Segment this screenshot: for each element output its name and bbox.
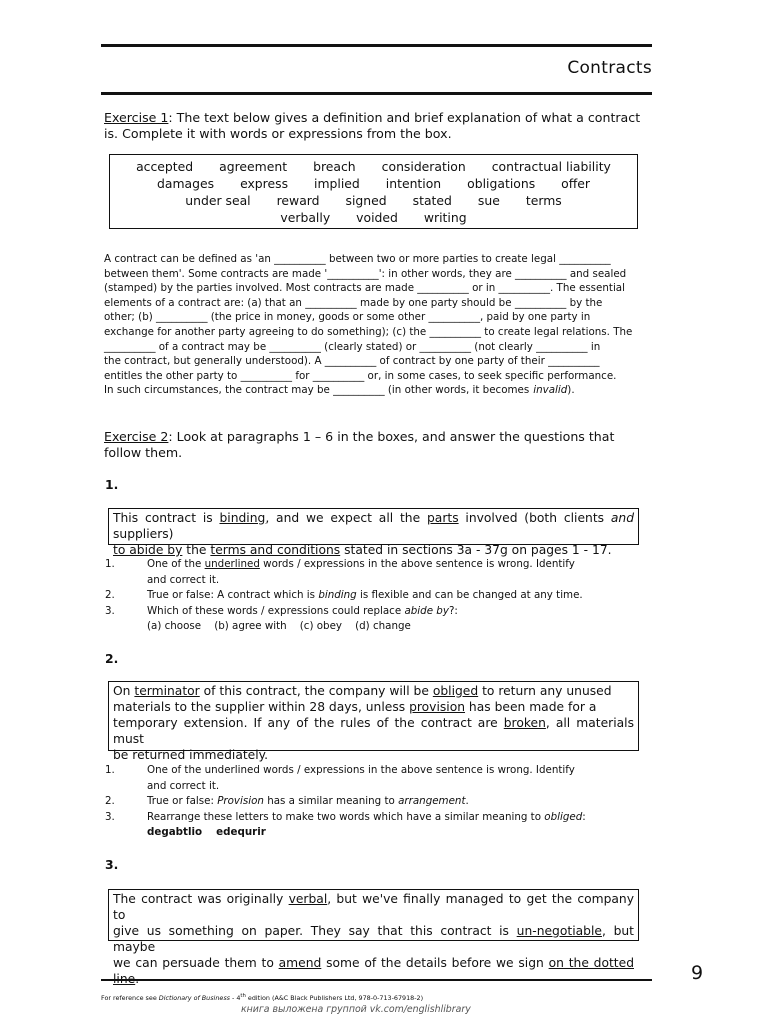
paragraph-line: exchange for another party agreeing to do something); (c) the __________ to create legal relations. The (104, 325, 633, 338)
exercise1-instruction: Exercise 1: The text below gives a definition and brief explanation of what a contract is. Complete it with words or expressions from the box. (104, 110, 641, 141)
exercise1-label: Exercise 1 (104, 110, 169, 125)
anagram-word: degabtlio (147, 826, 203, 838)
question-list (105, 557, 645, 635)
section-number: 1. (105, 477, 119, 492)
page-title: Contracts (567, 58, 652, 78)
question-item: 1. One of the underlined words / expressions in the above sentence is wrong. Identify and correct it. (105, 558, 575, 586)
footer-rule (101, 979, 652, 981)
paragraph-line: A contract can be defined as 'an __________ between two or more parties to create legal __________ (104, 253, 611, 265)
word-row: under seal reward signed stated sue terms (185, 193, 562, 208)
paragraph-line: the contract, but generally understood). A __________ of contract by one party of their __________ (104, 355, 600, 368)
question-list (105, 763, 645, 841)
reference-note: For reference see Dictionary of Business - 4th edition (A&C Black Publishers Ltd, 978-0-713-67918-2) (101, 993, 424, 1003)
paragraph-line: In such circumstances, the contract may be __________ (in other words, it becomes invalid ). (104, 384, 575, 397)
exercise2-instruction: Exercise 2: Look at paragraphs 1 – 6 in the boxes, and answer the questions that follow them. (104, 429, 615, 460)
quote-box: This contract is binding, and we expect all the parts involved (both clients and suppliers) to abide by the terms and conditions stated in sections 3a - 37g on pages 1 - 17. (108, 508, 639, 545)
paragraph-line: __________ of a contract may be __________ (clearly stated) or __________ (not clearly __________ in (104, 340, 601, 353)
quote-box: The contract was originally verbal, but we've finally managed to get the company to give us something on paper. They say that this contract is un-negotiable, but maybe we can persuade them to amend some of the details before we sign on the dotted (108, 889, 639, 941)
word-box (109, 154, 638, 229)
word-row: verbally voided writing (280, 210, 467, 225)
question-item: 1. One of the underlined words / expressions in the above sentence is wrong. Identify and correct it. (105, 764, 575, 792)
word-row: damages express implied intention obligations offer (156, 176, 590, 191)
paragraph-line: between them'. Some contracts are made '__________': in other words, they are __________ and sealed (104, 267, 627, 280)
page-number: 9 (691, 962, 704, 984)
section-number: 2. (105, 651, 119, 666)
watermark-text: книга выложена группой vk.com/englishlibrary (241, 1004, 471, 1015)
anagram-word: edequrir (216, 826, 266, 838)
exercise2-label: Exercise 2 (104, 429, 169, 444)
paragraph-line: elements of a contract are: (a) that an __________ made by one party should be __________ by the (104, 296, 603, 309)
quote-box: On terminator of this contract, the company will be obliged to return any unused materials to the supplier within 28 days, unless provision has been made for a temporary extension. If any of the rules of the contract are broken, all materials must be returned immediately. (108, 681, 639, 751)
top-rule (101, 44, 652, 47)
question-item: 3. Which of these words / expressions could replace abide by?: (a) choose (b) agree with (c) obey (d) change (105, 604, 458, 632)
paragraph-line: (stamped) by the parties involved. Most contracts are made __________ or in __________. The essential (104, 282, 625, 295)
word-row: accepted agreement breach consideration contractual liability (136, 159, 611, 174)
paragraph-line: entitles the other party to __________ for __________ or, in some cases, to seek specific performance. (104, 369, 617, 382)
question-item: 2. True or false: A contract which is binding is flexible and can be changed at any time. (105, 589, 583, 601)
question-item: 3. Rearrange these letters to make two words which have a similar meaning to obliged: degabtlio edequrir (105, 810, 586, 838)
title-rule (101, 92, 652, 95)
paragraph-line: other; (b) __________ (the price in money, goods or some other __________, paid by one party in (104, 311, 591, 324)
gap-fill-paragraph (104, 252, 648, 398)
question-item: 2. True or false: Provision has a similar meaning to arrangement. (105, 795, 469, 807)
section-number: 3. (105, 857, 119, 872)
